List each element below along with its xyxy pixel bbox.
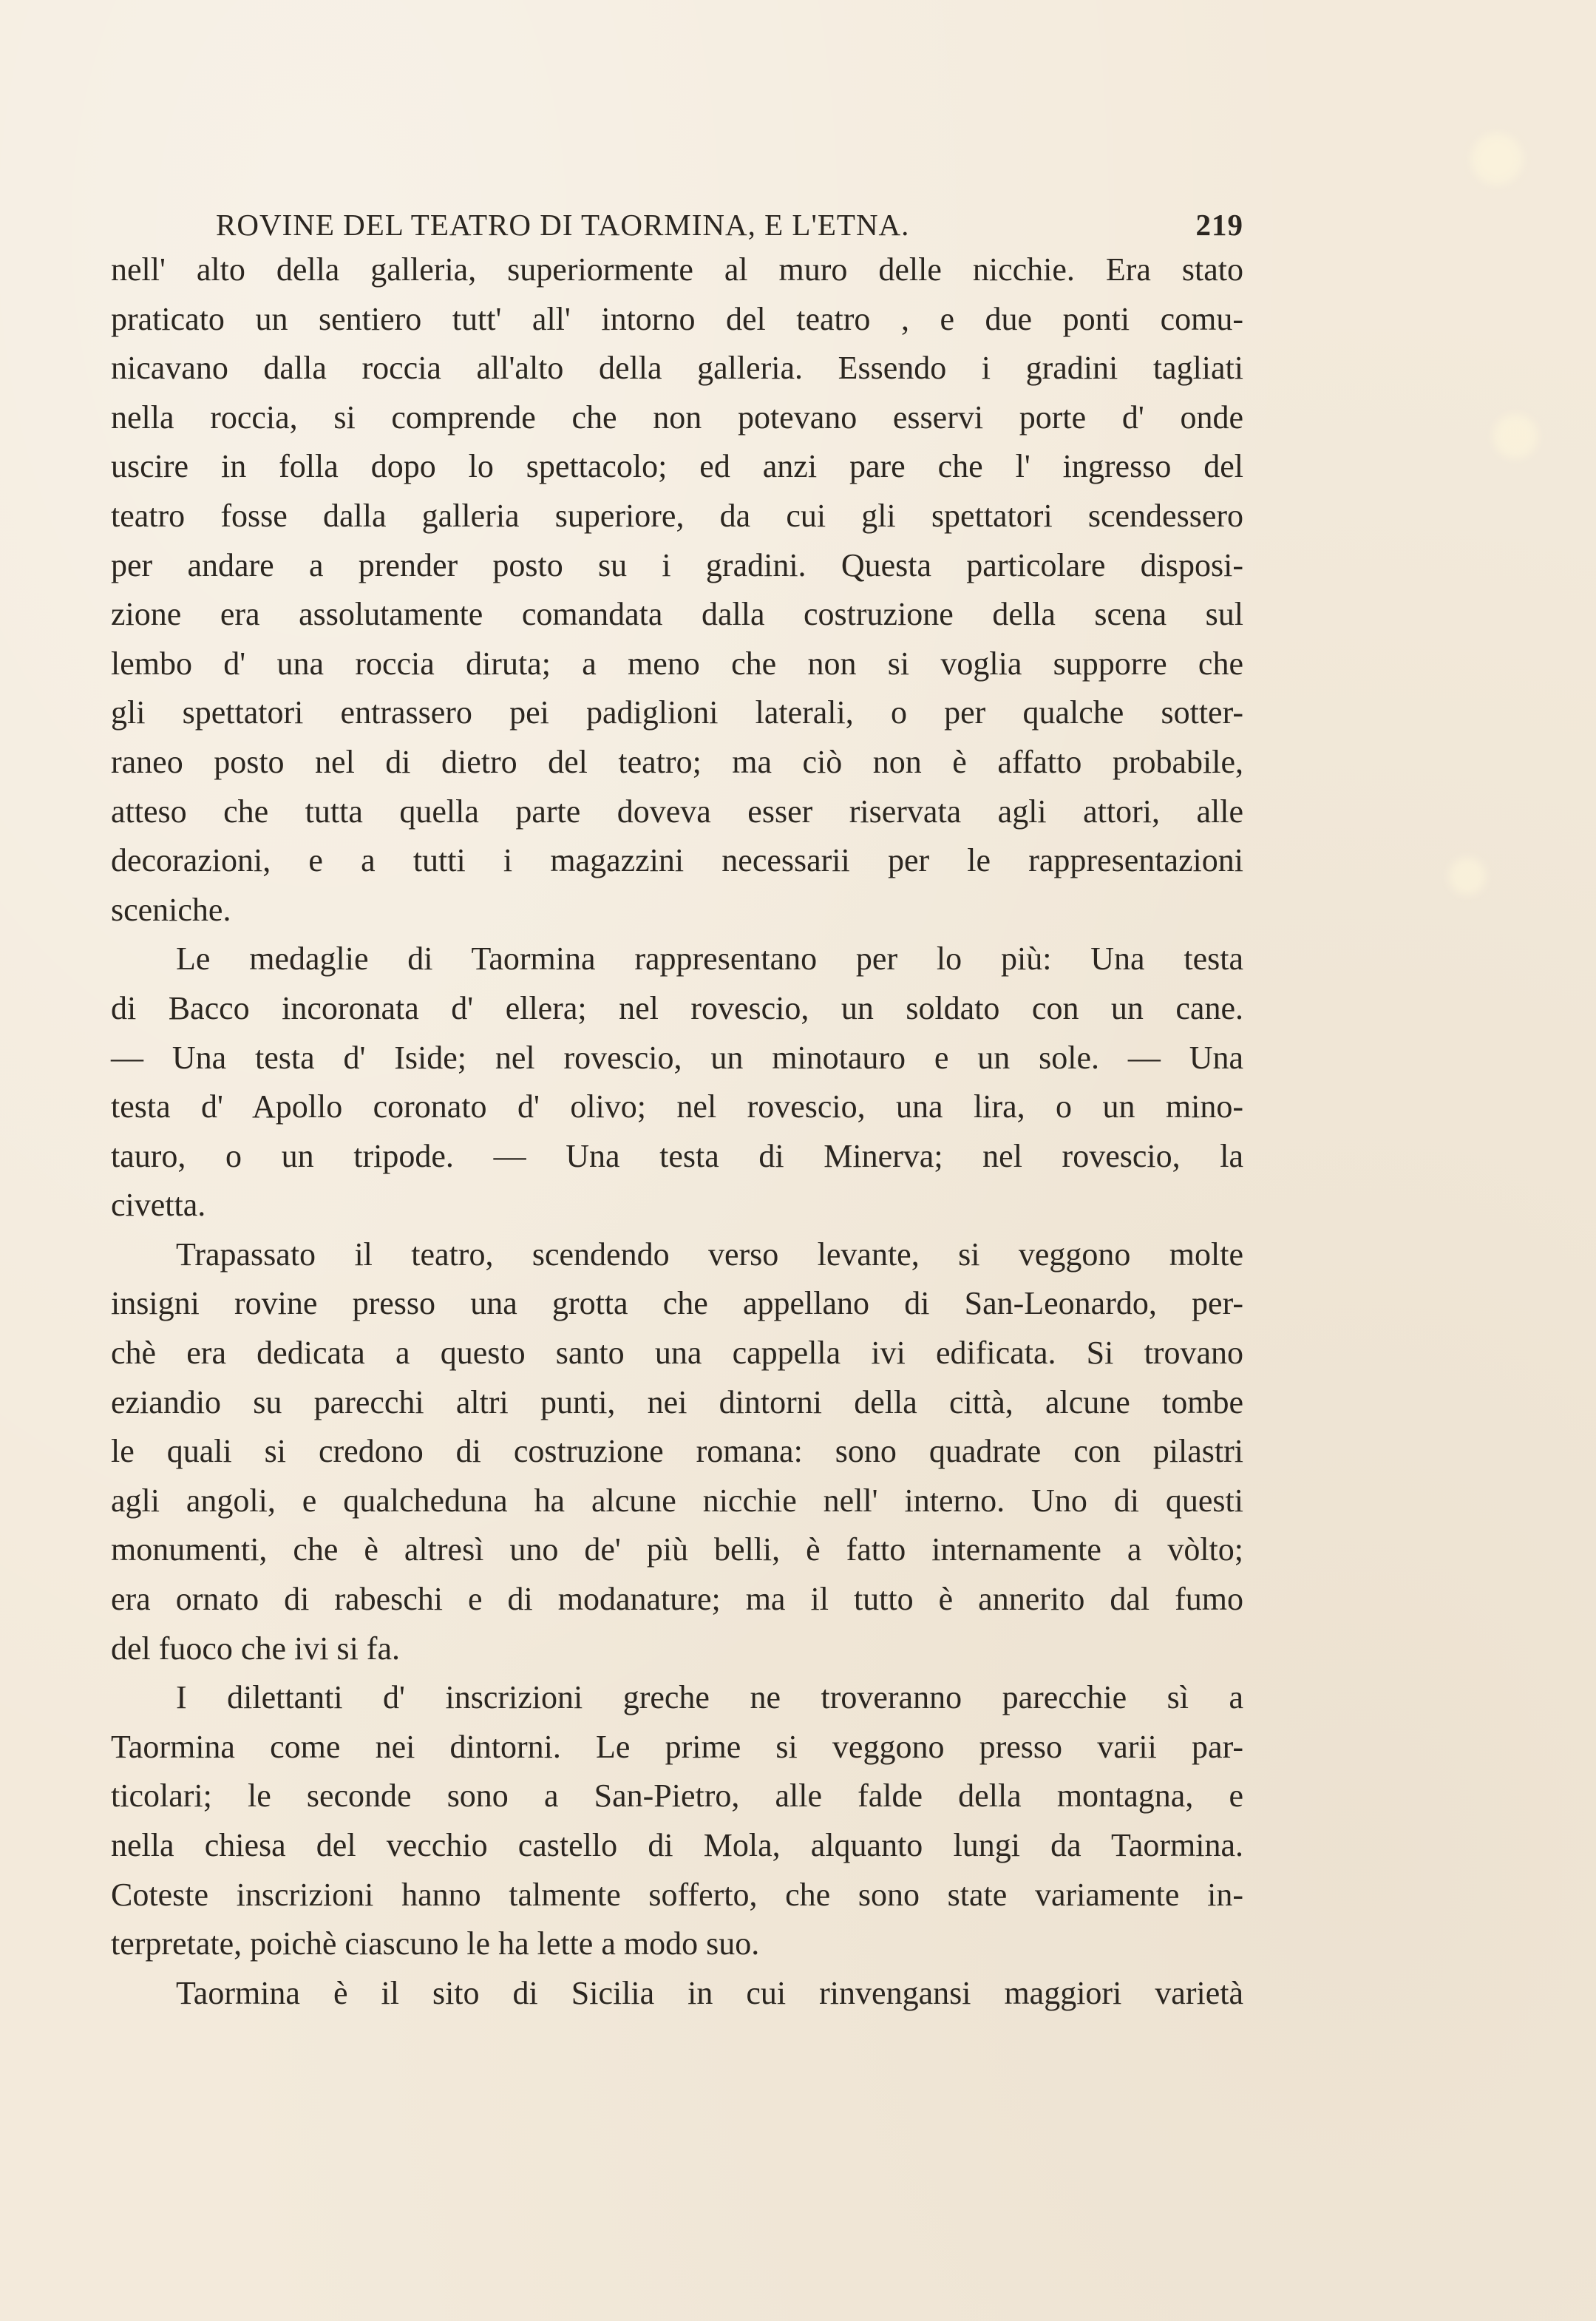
- running-head: [111, 200, 1243, 251]
- text-line: teatro fosse dalla galleria superiore, da cui gli spettatori scendessero: [111, 497, 1243, 534]
- paragraph-end-line: terpretate, poichè ciascuno le ha lette a modo suo.: [111, 1925, 760, 1962]
- body-text: [111, 245, 1243, 2018]
- paragraph-start-line: Taormina è il sito di Sicilia in cui rinvengansi maggiori varietà: [176, 1974, 1243, 2011]
- text-line: eziandio su parecchi altri punti, nei dintorni della città, alcune tombe: [111, 1383, 1243, 1420]
- text-line: Taormina come nei dintorni. Le prime si veggono presso varii par-: [111, 1728, 1243, 1765]
- text-line: nicavano dalla roccia all'alto della galleria. Essendo i gradini tagliati: [111, 350, 1243, 387]
- paragraph-end-line: sceniche.: [111, 891, 231, 928]
- paragraph-start-line: Trapassato il teatro, scendendo verso levante, si veggono molte: [176, 1236, 1243, 1273]
- text-line: Coteste inscrizioni hanno talmente sofferto, che sono state variamente in-: [111, 1876, 1243, 1913]
- paper-stain: [1471, 133, 1523, 185]
- text-line: decorazioni, e a tutti i magazzini necessarii per le rappresentazioni: [111, 842, 1243, 879]
- page-number: 219: [1195, 208, 1243, 242]
- text-line: atteso che tutta quella parte doveva esser riservata agli attori, alle: [111, 793, 1243, 830]
- text-line: le quali si credono di costruzione romana: sono quadrate con pilastri: [111, 1433, 1243, 1470]
- paper-stain: [1493, 414, 1538, 458]
- text-line: agli angoli, e qualcheduna ha alcune nicchie nell' interno. Uno di questi: [111, 1482, 1243, 1519]
- text-line: lembo d' una roccia diruta; a meno che non si voglia supporre che: [111, 645, 1243, 682]
- text-line: nell' alto della galleria, superiormente al muro delle nicchie. Era stato: [111, 251, 1243, 288]
- text-line: monumenti, che è altresì uno de' più belli, è fatto internamente a vòlto;: [111, 1531, 1243, 1568]
- book-page: [111, 200, 1243, 2270]
- paragraph-end-line: del fuoco che ivi si fa.: [111, 1630, 400, 1667]
- text-line: zione era assolutamente comandata dalla costruzione della scena sul: [111, 596, 1243, 633]
- paper-stain: [1449, 858, 1486, 895]
- running-title: ROVINE DEL TEATRO DI TAORMINA, E L'ETNA.: [216, 208, 910, 242]
- text-line: testa d' Apollo coronato d' olivo; nel rovescio, una lira, o un mino-: [111, 1088, 1243, 1125]
- text-line: nella roccia, si comprende che non potevano esservi porte d' onde: [111, 399, 1243, 436]
- text-line: insigni rovine presso una grotta che appellano di San-Leonardo, per-: [111, 1285, 1243, 1322]
- text-line: uscire in folla dopo lo spettacolo; ed anzi pare che l' ingresso del: [111, 448, 1243, 485]
- text-line: raneo posto nel di dietro del teatro; ma ciò non è affatto probabile,: [111, 743, 1243, 780]
- text-line: di Bacco incoronata d' ellera; nel rovescio, un soldato con un cane.: [111, 989, 1243, 1026]
- text-line: — Una testa d' Iside; nel rovescio, un minotauro e un sole. — Una: [111, 1039, 1243, 1076]
- text-line: era ornato di rabeschi e di modanature; ma il tutto è annerito dal fumo: [111, 1581, 1243, 1618]
- text-line: chè era dedicata a questo santo una cappella ivi edificata. Si trovano: [111, 1335, 1243, 1372]
- text-line: per andare a prender posto su i gradini. Questa particolare disposi-: [111, 546, 1243, 583]
- text-line: tauro, o un tripode. — Una testa di Minerva; nel rovescio, la: [111, 1137, 1243, 1174]
- text-line: gli spettatori entrassero pei padiglioni laterali, o per qualche sotter-: [111, 694, 1243, 731]
- paragraph-start-line: I dilettanti d' inscrizioni greche ne troveranno parecchie sì a: [176, 1679, 1243, 1716]
- text-line: ticolari; le seconde sono a San-Pietro, alle falde della montagna, e: [111, 1778, 1243, 1815]
- text-line: nella chiesa del vecchio castello di Mola, alquanto lungi da Taormina.: [111, 1827, 1243, 1863]
- paragraph-end-line: civetta.: [111, 1187, 206, 1224]
- text-line: praticato un sentiero tutt' all' intorno del teatro , e due ponti comu-: [111, 300, 1243, 337]
- paragraph-start-line: Le medaglie di Taormina rappresentano per lo più: Una testa: [176, 941, 1243, 977]
